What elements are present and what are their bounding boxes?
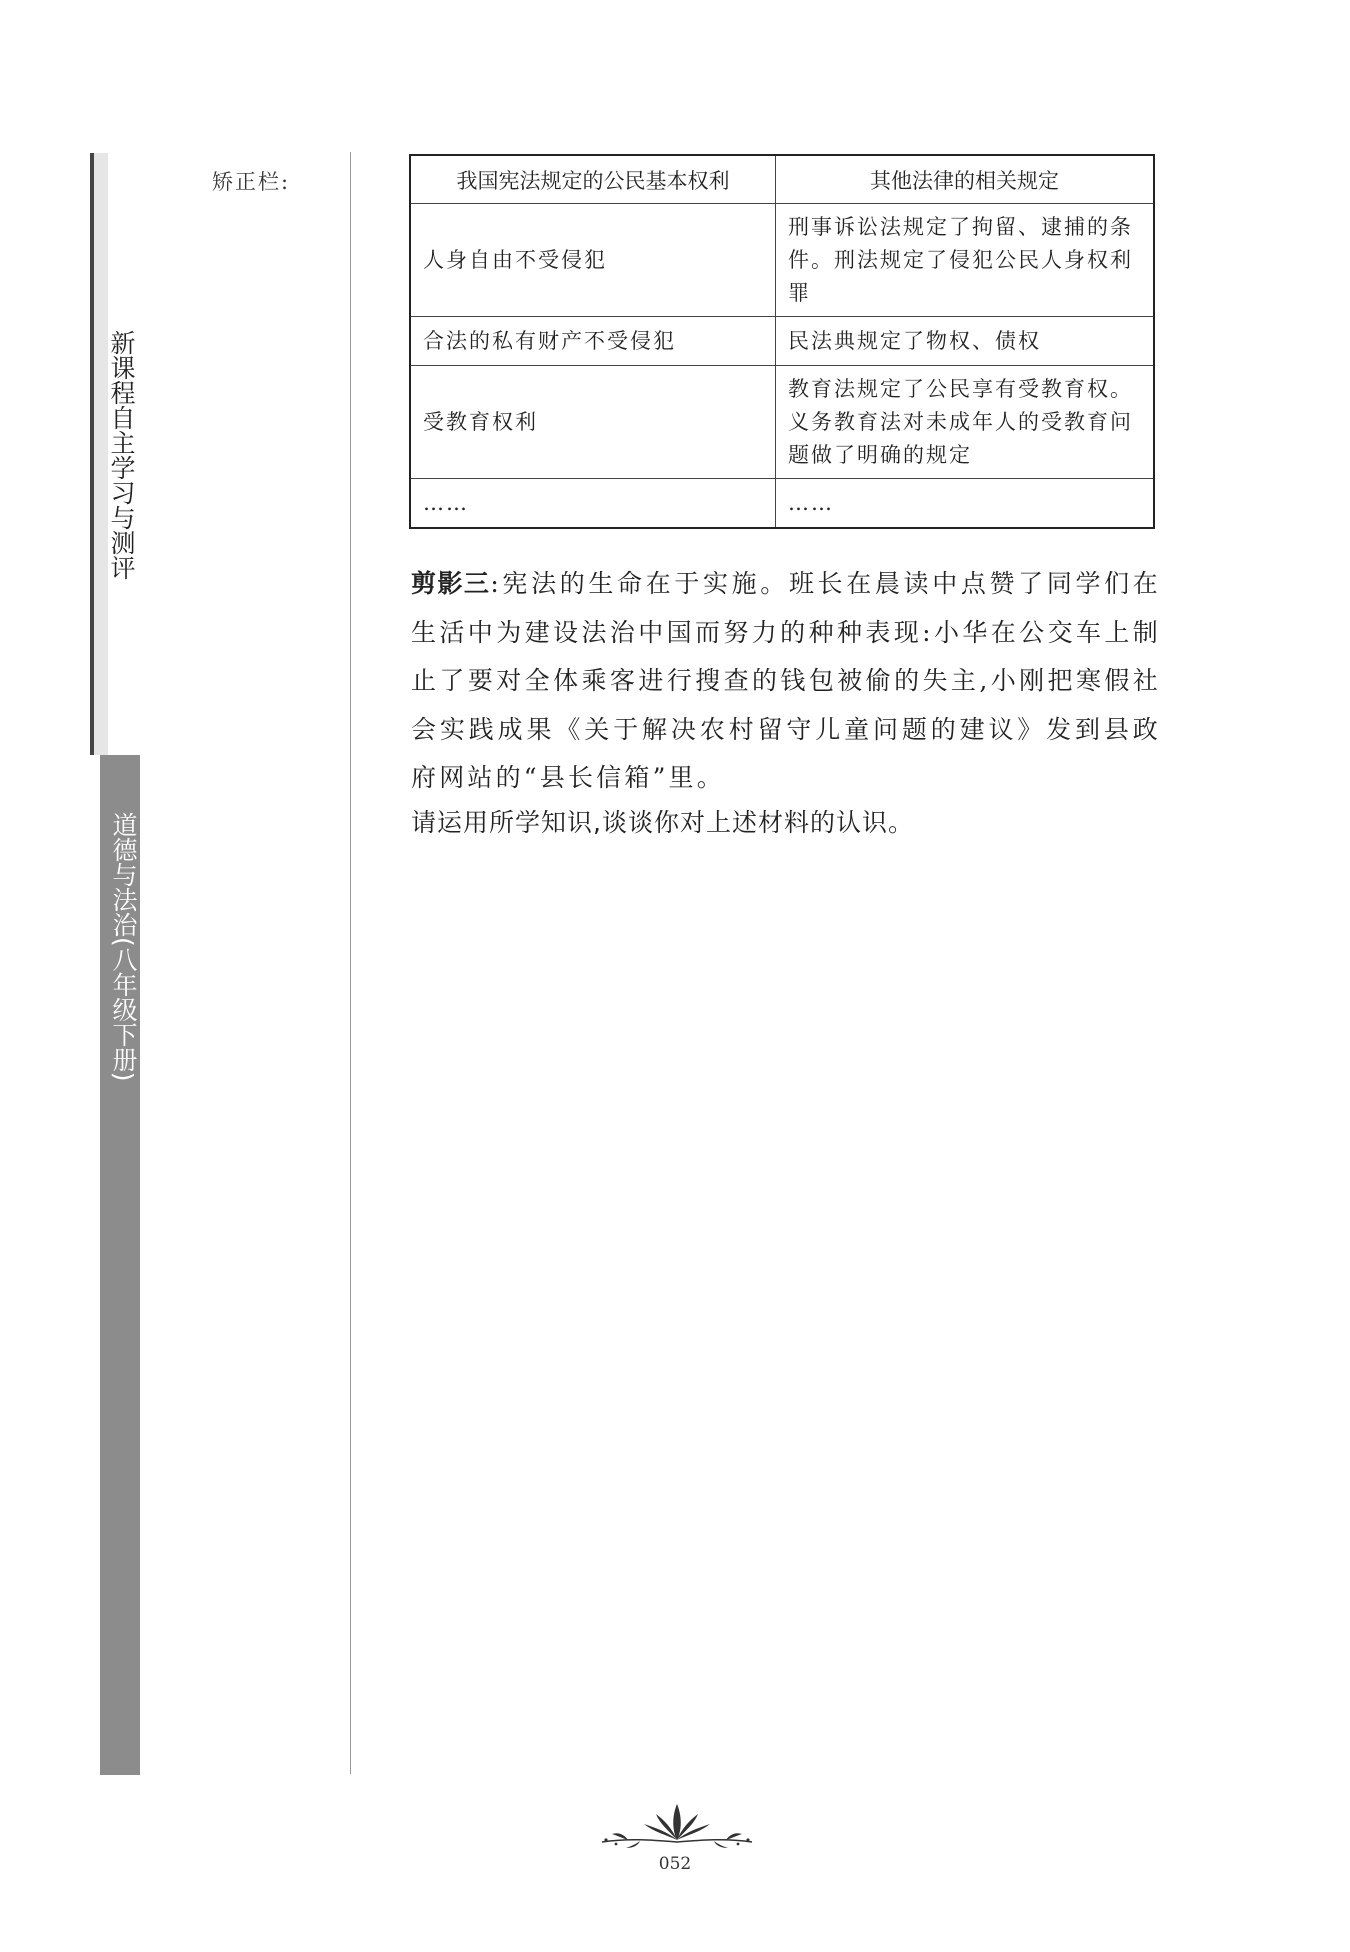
case-passage-text: :宪法的生命在于实施。班长在晨读中点赞了同学们在生活中为建设法治中国而努力的种种表现:小华在公交车上制止了要对全体乘客进行搜查的钱包被偷的失主,小刚把寒假社会实践成果《关于解决农村留守儿童问题的建议》发到县政府网站的“县长信箱”里。 <box>411 569 1161 792</box>
table-cell: 人身自由不受侵犯 <box>410 204 776 317</box>
page-number: 052 <box>658 1854 692 1874</box>
table-row <box>410 479 1154 529</box>
table-cell: …… <box>410 479 776 529</box>
rights-table <box>409 154 1155 529</box>
correction-column-divider <box>350 152 351 1774</box>
leaf-ornament-icon <box>598 1800 756 1852</box>
table-cell: 刑事诉讼法规定了拘留、逮捕的条件。刑法规定了侵犯公民人身权利罪 <box>776 204 1155 317</box>
question-prompt: 请运用所学知识,谈谈你对上述材料的认识。 <box>411 808 914 837</box>
table-cell: 合法的私有财产不受侵犯 <box>410 317 776 366</box>
table-cell: 民法典规定了物权、债权 <box>776 317 1155 366</box>
case-passage <box>411 560 1161 803</box>
table-row <box>410 317 1154 366</box>
table-cell: 受教育权利 <box>410 366 776 479</box>
table-header-row <box>410 155 1154 204</box>
table-row <box>410 366 1154 479</box>
table-header-cell: 其他法律的相关规定 <box>776 155 1155 204</box>
table-cell: 教育法规定了公民享有受教育权。义务教育法对未成年人的受教育问题做了明确的规定 <box>776 366 1155 479</box>
correction-column-label: 矫正栏: <box>212 170 291 194</box>
table-row <box>410 204 1154 317</box>
table-cell: …… <box>776 479 1155 529</box>
sidebar-series-title: 新课程自主学习与测评 <box>107 330 136 580</box>
table-header-cell: 我国宪法规定的公民基本权利 <box>410 155 776 204</box>
sidebar-subject-title: 道德与法治(八年级下册) <box>109 812 138 1082</box>
case-passage-label: 剪影三 <box>411 569 491 598</box>
